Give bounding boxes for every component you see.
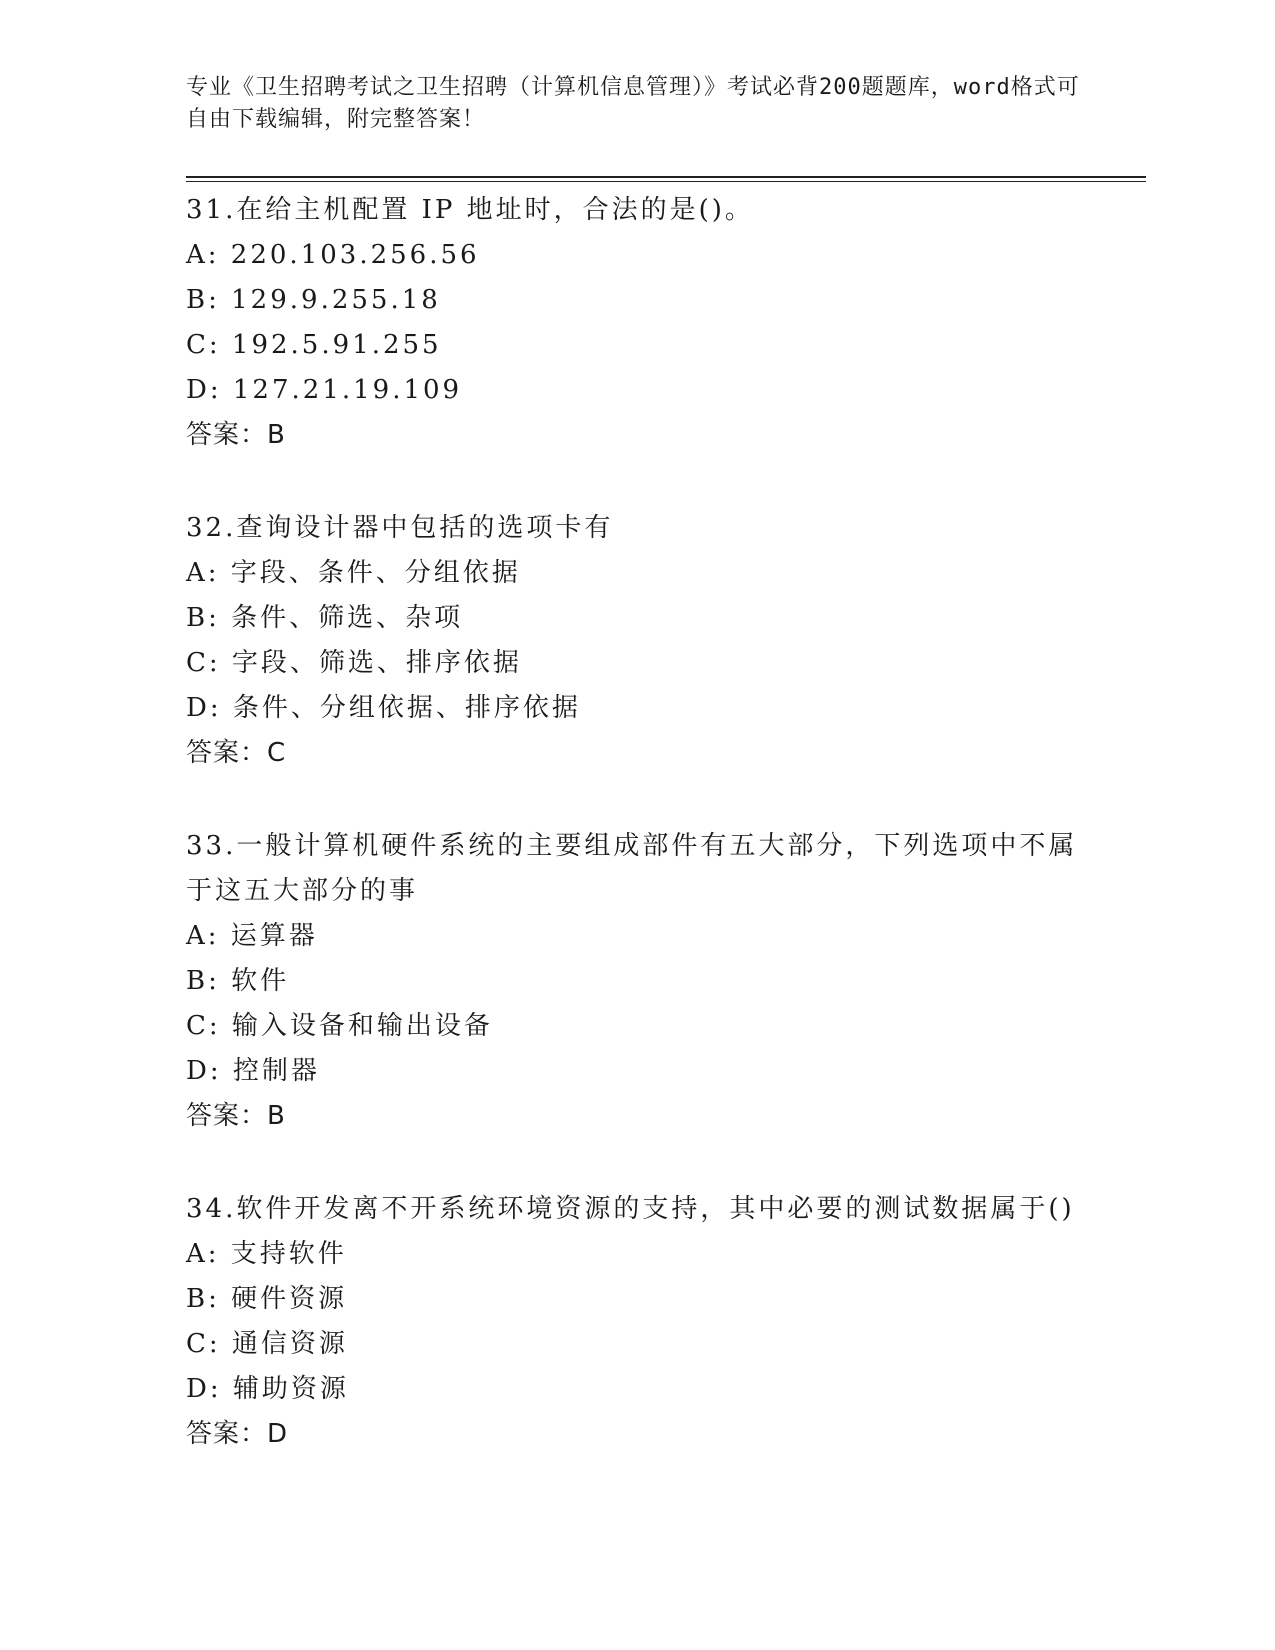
header-divider-thick bbox=[186, 176, 1146, 178]
question-block bbox=[186, 1187, 1086, 1457]
question-block bbox=[186, 506, 1086, 776]
option-d: D: 条件、分组依据、排序依据 bbox=[186, 693, 581, 723]
option-b: B: 129.9.255.18 bbox=[186, 285, 441, 315]
question-block bbox=[186, 188, 1086, 458]
option-a: A: 运算器 bbox=[186, 921, 318, 951]
question-stem: 32.查询设计器中包括的选项卡有 bbox=[186, 513, 614, 543]
option-c: C: 字段、筛选、排序依据 bbox=[186, 648, 522, 678]
option-b: B: 软件 bbox=[186, 966, 290, 996]
option-c: C: 通信资源 bbox=[186, 1329, 348, 1359]
option-d: D: 127.21.19.109 bbox=[186, 375, 463, 405]
answer-line: 答案：D bbox=[186, 1419, 289, 1449]
answer-line: 答案：B bbox=[186, 420, 286, 450]
question-stem: 34.软件开发离不开系统环境资源的支持，其中必要的测试数据属于() bbox=[186, 1194, 1075, 1224]
option-c: C: 输入设备和输出设备 bbox=[186, 1011, 493, 1041]
option-c: C: 192.5.91.255 bbox=[186, 330, 442, 360]
option-a: A: 支持软件 bbox=[186, 1239, 347, 1269]
option-a: A: 字段、条件、分组依据 bbox=[186, 558, 521, 588]
answer-line: 答案：C bbox=[186, 738, 287, 768]
option-b: B: 条件、筛选、杂项 bbox=[186, 603, 464, 633]
option-d: D: 控制器 bbox=[186, 1056, 320, 1086]
document-header: 专业《卫生招聘考试之卫生招聘（计算机信息管理）》考试必背200题题库，word格式可自由下载编辑，附完整答案！ bbox=[186, 75, 1080, 132]
question-stem: 33.一般计算机硬件系统的主要组成部件有五大部分，下列选项中不属于这五大部分的事 bbox=[186, 831, 1078, 906]
option-a: A: 220.103.256.56 bbox=[186, 240, 480, 270]
header-divider-thin bbox=[186, 181, 1146, 182]
option-d: D: 辅助资源 bbox=[186, 1374, 349, 1404]
option-b: B: 硬件资源 bbox=[186, 1284, 348, 1314]
question-block bbox=[186, 824, 1086, 1139]
question-stem: 31.在给主机配置 IP 地址时，合法的是()。 bbox=[186, 195, 754, 225]
answer-line: 答案：B bbox=[186, 1101, 286, 1131]
